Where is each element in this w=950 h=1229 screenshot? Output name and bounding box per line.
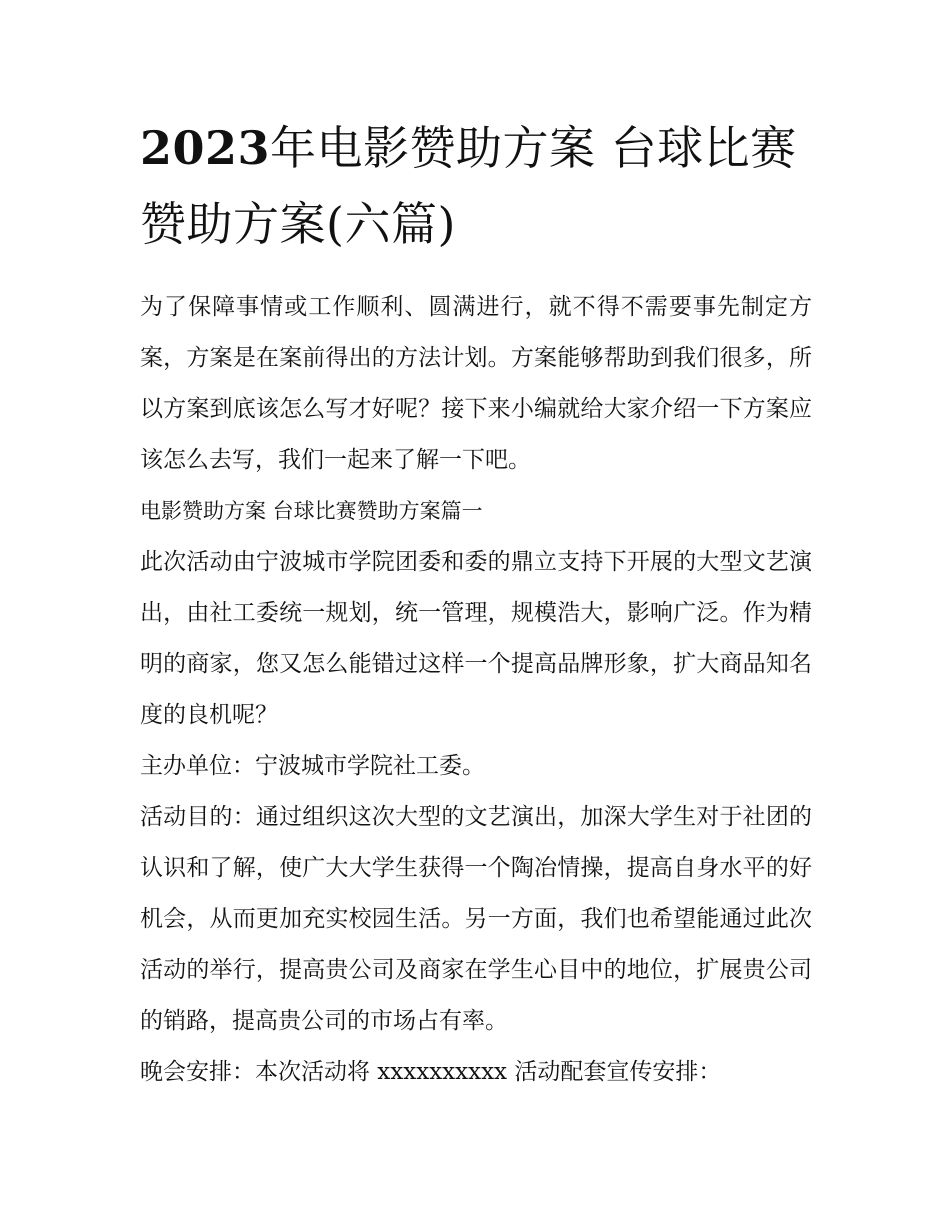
section-heading: 电影赞助方案 台球比赛赞助方案篇一 bbox=[140, 499, 483, 523]
paragraph-organizer: 主办单位：宁波城市学院社工委。 bbox=[140, 753, 485, 779]
title-year: 2023 bbox=[140, 121, 271, 175]
document-title bbox=[140, 110, 812, 262]
paragraph-arrangement: 晚会安排：本次活动将 xxxxxxxxxx 活动配套宣传安排： bbox=[140, 1059, 722, 1085]
paragraph-activity-overview: 此次活动由宁波城市学院团委和委的鼎立支持下开展的大型文艺演出，由社工委统一规划，统一管理，规模浩大，影响广泛。作为精明的商家，您又怎么能错过这样一个提高品牌形象，扩大商品知名度的良机呢？ bbox=[140, 549, 812, 728]
paragraph-purpose: 活动目的：通过组织这次大型的文艺演出，加深大学生对于社团的认识和了解，使广大大学生获得一个陶冶情操，提高自身水平的好机会，从而更加充实校园生活。另一方面，我们也希望能通过此次活动的举行，提高贵公司及商家在学生心目中的地位，扩展贵公司的销路，提高贵公司的市场占有率。 bbox=[140, 804, 812, 1034]
document-body bbox=[140, 282, 812, 1098]
title-text: 年电影赞助方案 台球比赛赞助方案(六篇) bbox=[140, 121, 797, 251]
intro-paragraph: 为了保障事情或工作顺利、圆满进行，就不得不需要事先制定方案，方案是在案前得出的方法计划。方案能够帮助到我们很多，所以方案到底该怎么写才好呢？接下来小编就给大家介绍一下方案应该怎么去写，我们一起来了解一下吧。 bbox=[140, 294, 812, 473]
document-page bbox=[140, 110, 812, 1098]
